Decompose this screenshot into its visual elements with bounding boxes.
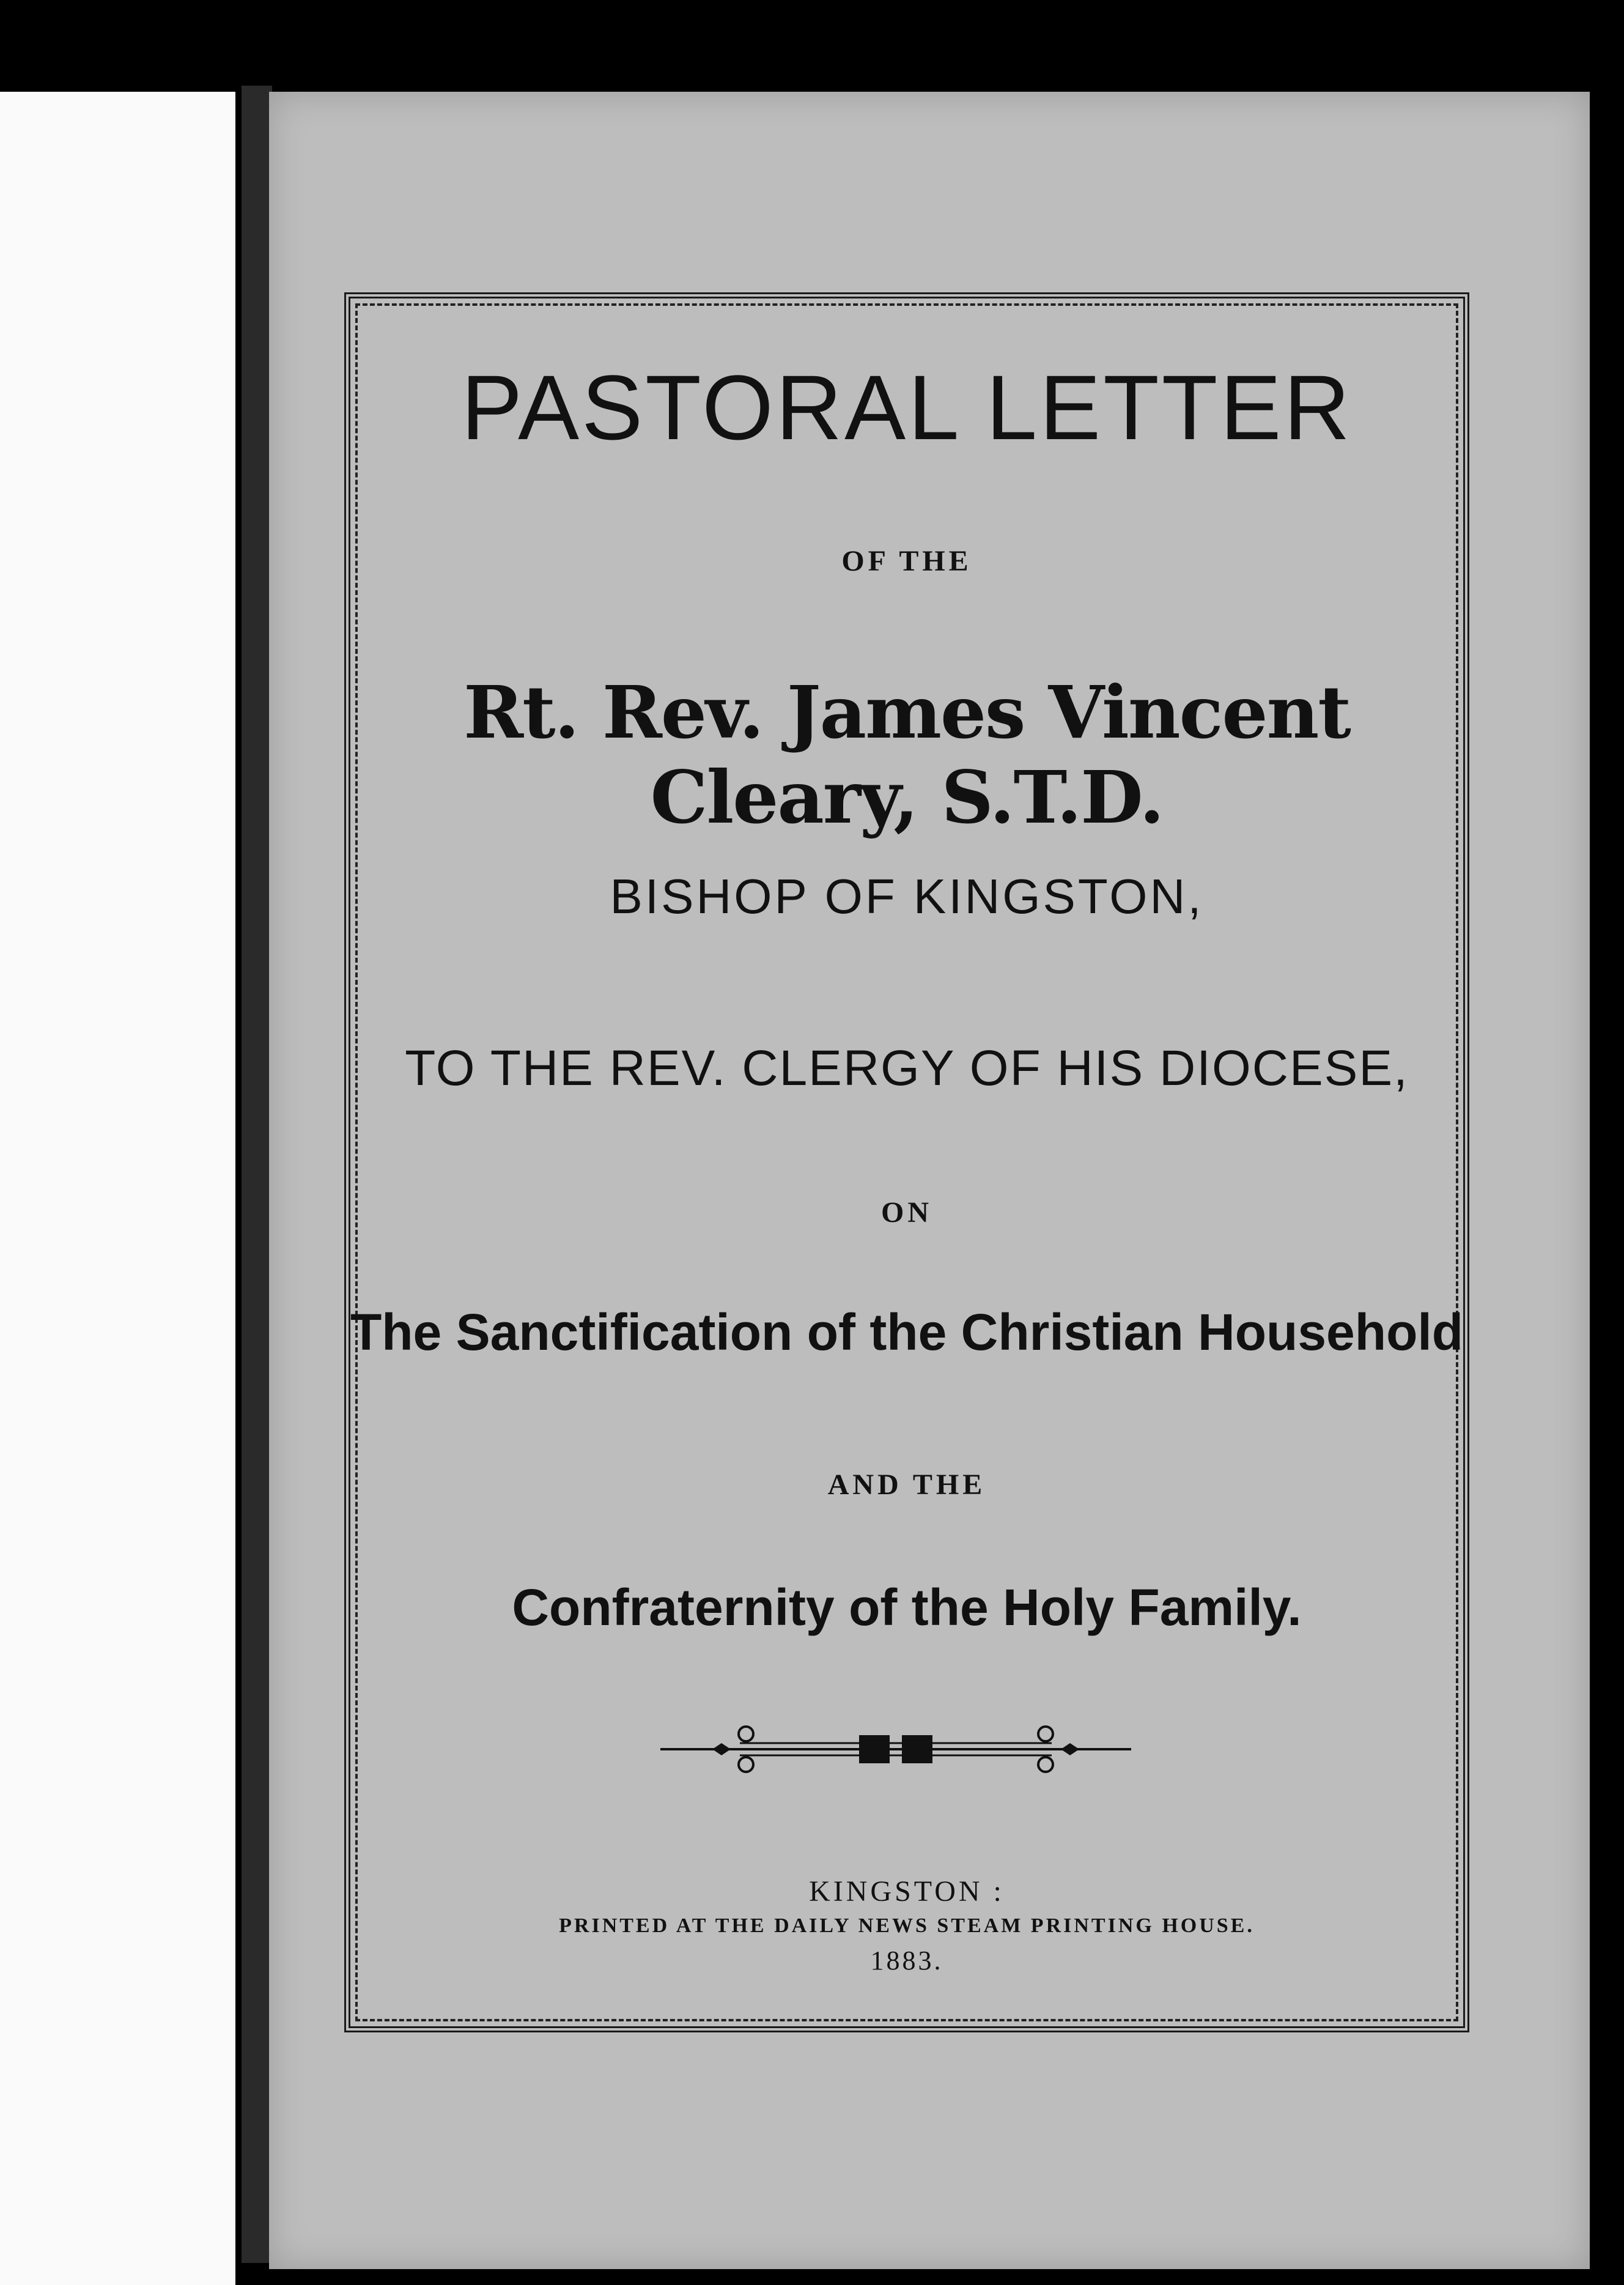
ornament-divider (660, 1722, 1131, 1777)
of-the-text: OF THE (841, 545, 972, 577)
page-gutter-shadow (242, 86, 272, 2263)
and-the-text: AND THE (827, 1468, 986, 1501)
imprint-printer: PRINTED AT THE DAILY NEWS STEAM PRINTING HOUSE. (559, 1914, 1255, 1937)
bishop-line: BISHOP OF KINGSTON, (610, 869, 1204, 924)
subject-line: The Sanctification of the Christian Household (350, 1303, 1464, 1361)
subject-line-2: Confraternity of the Holy Family. (512, 1579, 1302, 1636)
imprint-city: KINGSTON : (809, 1875, 1005, 1908)
author-name: Rt. Rev. James Vincent Cleary, S.T.D. (463, 670, 1350, 840)
adjacent-page-edge (0, 92, 235, 2285)
addressee-line: TO THE REV. CLERGY OF HIS DIOCESE, (405, 1040, 1409, 1096)
on-text: ON (881, 1196, 932, 1229)
imprint-year: 1883. (870, 1946, 943, 1976)
page-title: PASTORAL LETTER (461, 356, 1353, 459)
